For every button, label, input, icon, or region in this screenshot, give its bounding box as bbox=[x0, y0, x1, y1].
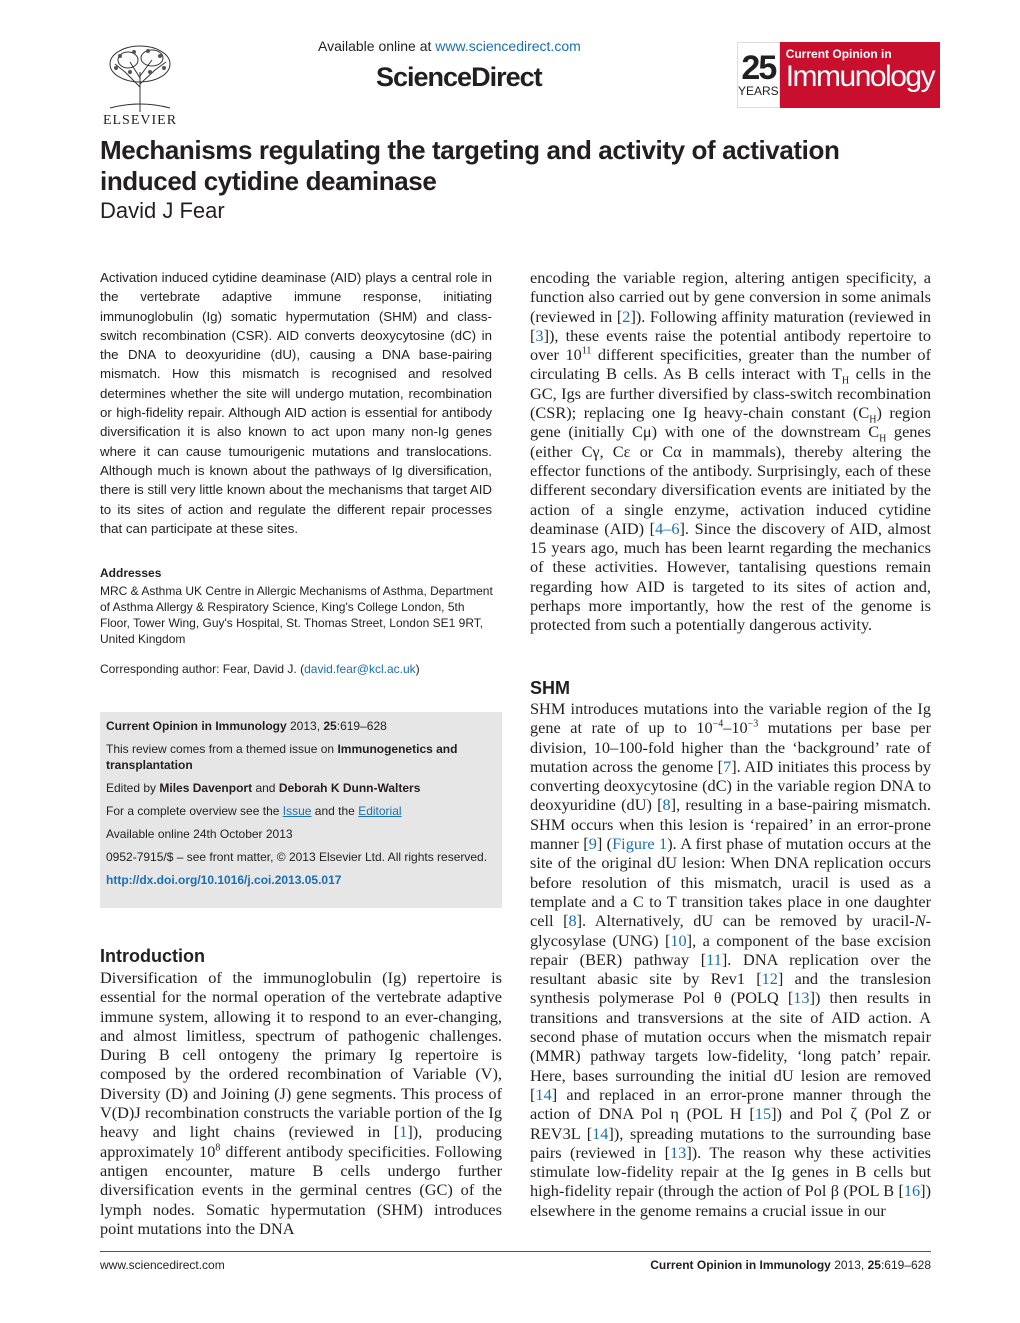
ref-link[interactable]: 11 bbox=[706, 949, 722, 969]
themed-issue-line bbox=[106, 741, 496, 773]
ref-link[interactable]: 9 bbox=[588, 834, 597, 854]
issue-link[interactable]: Issue bbox=[282, 804, 312, 818]
article-title: Mechanisms regulating the targeting and activity of activation induced cytidine deaminase bbox=[100, 135, 840, 196]
infobox-pages: :619–628 bbox=[336, 719, 387, 733]
themed-prefix: This review comes from a themed issue on bbox=[106, 742, 335, 756]
ref-link[interactable]: 13 bbox=[793, 988, 810, 1008]
ref-link[interactable]: 15 bbox=[754, 1104, 772, 1124]
publisher-name: ELSEVIER bbox=[102, 113, 178, 128]
ref-link[interactable]: 4–6 bbox=[655, 518, 680, 538]
editor-2: Deborah K Dunn-Walters bbox=[278, 781, 421, 795]
abstract: Activation induced cytidine deaminase (AID) plays a central role in the vertebrate adaptive immune response, initiating immunoglobulin (Ig) somatic hypermutation (SHM) and class-switch recombination (CSR). AID converts deoxycytosine (dC) in the DNA to deoxyuridine (dU), causing a DNA base-pairing mismatch. How this mismatch is recognised and resolved determines whether the site will undergo mutation, recombination or high-fidelity repair. Although AID action is essential for antibody diversification it is also known to act upon many non-Ig genes where it can cause tumourigenic mutations and translocations. Although much is known about the pathways of Ig diversification, there is still very little known about the mechanisms that target AID to its sites of action and regulate the different repair processes that can participate at these sites. bbox=[100, 270, 492, 536]
overview-and: and the bbox=[314, 804, 355, 818]
ref-link[interactable]: 2 bbox=[622, 306, 631, 326]
themed-topic: Immunogenetics and transplantation bbox=[106, 742, 458, 772]
ref-link[interactable]: 14 bbox=[592, 1123, 609, 1143]
ref-link[interactable]: 8 bbox=[662, 795, 671, 815]
ref-link[interactable]: 14 bbox=[535, 1084, 552, 1104]
copyright-line: 0952-7915/$ – see front matter, © 2013 Elsevier Ltd. All rights reserved. bbox=[106, 850, 488, 864]
article-author: David J Fear bbox=[100, 198, 225, 223]
footer-journal: Current Opinion in Immunology bbox=[650, 1258, 831, 1272]
journal-badge bbox=[737, 42, 935, 108]
introduction-paragraph: Diversification of the immunoglobulin (Ig) repertoire is essential for the normal operation of the vertebrate adaptive immune system, allowing it to respond to an ever-changing, and almost limitless, spectrum of pathogenic challenges. During B cell ontogeny the primary Ig repertoire is composed by the ordered recombination of Variable (V), Diversity (D) and Joining (J) gene segments. This process of V(D)J recombination constructs the variable portion of the Ig heavy and light chains (reviewed in [1]), producing approximately $10^8$ different antibody specificities. Following antigen encounter, mature B cells undergo further diversification events in the germinal centres (GC) of the lymph nodes. Somatic hypermutation (SHM) introduces point mutations into the DNA bbox=[100, 968, 503, 1238]
badge-journal: Immunology bbox=[785, 60, 935, 93]
badge-current-opinion: Current Opinion in bbox=[785, 47, 892, 61]
ref-link[interactable]: 3 bbox=[535, 325, 544, 345]
introduction-paragraph-continued: encoding the variable region, altering antigen specificity, a function also carried out by gene conversion in some animals (reviewed in [2]). Following affinity maturation (reviewed in [3]), these events raise the potential antibody repertoire to over $10^{11}$ different specificities, greater than the number of circulating B cells. As B cells interact with $T_H$ cells in the GC, Igs are further diversified by class-switch recombination (CSR); replacing one Ig heavy-chain constant $(C_H)$ region gene (initially Cμ) with one of the downstream $C_H$ genes (either Cγ, Cε or Cα in mammals), thereby altering the effector functions of the antibody. Surprisingly, each of these different secondary diversification events are initiated by the action of a single enzyme, activation induced cytidine deaminase (AID) [4–6]. Since the discovery of AID, almost 15 years ago, much has been learnt regarding the mechanics of these activities. However, tantalising questions remain regarding how AID is targeted to its sites of action and, perhaps more importantly, how the rest of the genome is protected from such a potentially dangerous activity. bbox=[530, 268, 932, 635]
infobox-volume: 25 bbox=[323, 719, 337, 733]
overview-prefix: For a complete overview see the bbox=[106, 804, 280, 818]
introduction-body bbox=[100, 968, 502, 1238]
corresponding-suffix: ) bbox=[415, 662, 420, 676]
editor-1: Miles Davenport bbox=[159, 781, 253, 795]
corresponding-prefix: Corresponding author: Fear, David J. ( bbox=[100, 662, 305, 676]
badge-years: YEARS bbox=[738, 84, 779, 98]
overview-line bbox=[106, 803, 496, 819]
ref-link[interactable]: 1 bbox=[399, 1122, 408, 1142]
footer-year: 2013, bbox=[834, 1258, 865, 1272]
journal-name-block bbox=[780, 42, 940, 108]
editorial-link[interactable]: Editorial bbox=[358, 804, 402, 818]
available-prefix: Available online at bbox=[318, 38, 432, 54]
figure-link[interactable]: Figure 1 bbox=[612, 834, 668, 854]
footer-citation bbox=[650, 1258, 931, 1272]
available-date: Available online 24th October 2013 bbox=[106, 827, 293, 841]
ref-link[interactable]: 16 bbox=[903, 1181, 921, 1201]
doi-link[interactable]: http://dx.doi.org/10.1016/j.coi.2013.05.017 bbox=[106, 873, 342, 887]
corresponding-author bbox=[100, 662, 420, 676]
sciencedirect-link[interactable]: www.sciencedirect.com bbox=[435, 38, 581, 54]
ref-link[interactable]: 10 bbox=[670, 930, 687, 950]
editors-and: and bbox=[255, 781, 276, 795]
shm-heading: SHM bbox=[530, 678, 570, 698]
infobox-year: 2013, bbox=[290, 719, 321, 733]
available-online bbox=[318, 38, 581, 54]
ref-link[interactable]: 8 bbox=[568, 911, 577, 931]
addresses-heading: Addresses bbox=[100, 566, 162, 580]
edited-prefix: Edited by bbox=[106, 781, 157, 795]
shm-body bbox=[530, 699, 931, 1220]
citation-line bbox=[106, 718, 496, 734]
badge-number: 25 bbox=[741, 49, 776, 87]
footer-divider bbox=[100, 1251, 931, 1252]
author-email-link[interactable]: david.fear@kcl.ac.uk bbox=[304, 662, 416, 676]
addresses-text: MRC & Asthma UK Centre in Allergic Mechanisms of Asthma, Department of Asthma Allergy & Respiratory Science, King's College London, 5th Floor, Tower Wing, Guy's Hospital, St. Thomas Street, London SE1 9RT, United Kingdom bbox=[100, 584, 493, 646]
platform-name: ScienceDirect bbox=[376, 62, 542, 92]
editors-line bbox=[106, 780, 496, 796]
introduction-continued bbox=[530, 268, 931, 635]
shm-paragraph: SHM introduces mutations into the variable region of the Ig gene at rate of up to $10^{-4}-10^{-3}$ mutations per base per division, 10–100-fold higher than the ‘background’ rate of mutation across the genome [7]. AID initiates this process by converting deoxycytosine (dC) in the variable region DNA to deoxyuridine (dU) [8], resulting in a base-pairing mismatch. SHM occurs when this lesion is ‘repaired’ in an error-prone manner [9] (Figure 1). A first phase of mutation occurs at the site of the original dU lesion: When DNA replication occurs before resolution of this mismatch, uracil is used as a template and a C to T transition takes place in one daughter cell [8]. Alternatively, dU can be removed by uracil-N-glycosylase (UNG) [10], a component of the base excision repair (BER) pathway [11]. DNA replication over the resultant abasic site by Rev1 [12] and the translesion synthesis polymerase Pol θ (POLQ [13]) then results in transitions and transversions at the site of AID action. A second phase of mutation occurs when the mismatch repair (MMR) pathway targets low-fidelity, ‘long patch’ repair. Here, bases surrounding the initial dU lesion are removed [14] and replaced in an error-prone manner through the action of DNA Pol η (POL H [15]) and Pol ζ (Pol Z or REV3L [14]), spreading mutations to the surrounding base pairs (reviewed in [13]). The reason why these activities stimulate low-fidelity repair at the Ig genes in B cells but high-fidelity repair (through the action of Pol β (POL B [16]) elsewhere in the genome remains a crucial issue in our bbox=[530, 699, 932, 1220]
footer-pages: :619–628 bbox=[880, 1258, 931, 1272]
ref-link[interactable]: 12 bbox=[761, 969, 778, 989]
footer-website: www.sciencedirect.com bbox=[100, 1258, 225, 1272]
infobox-journal: Current Opinion in Immunology bbox=[106, 719, 287, 733]
article-info-box bbox=[100, 712, 502, 908]
footer-volume: 25 bbox=[867, 1258, 881, 1272]
introduction-heading: Introduction bbox=[100, 946, 205, 966]
ref-link[interactable]: 13 bbox=[670, 1142, 687, 1162]
anniversary-badge bbox=[737, 42, 780, 108]
ref-link[interactable]: 7 bbox=[723, 756, 732, 776]
